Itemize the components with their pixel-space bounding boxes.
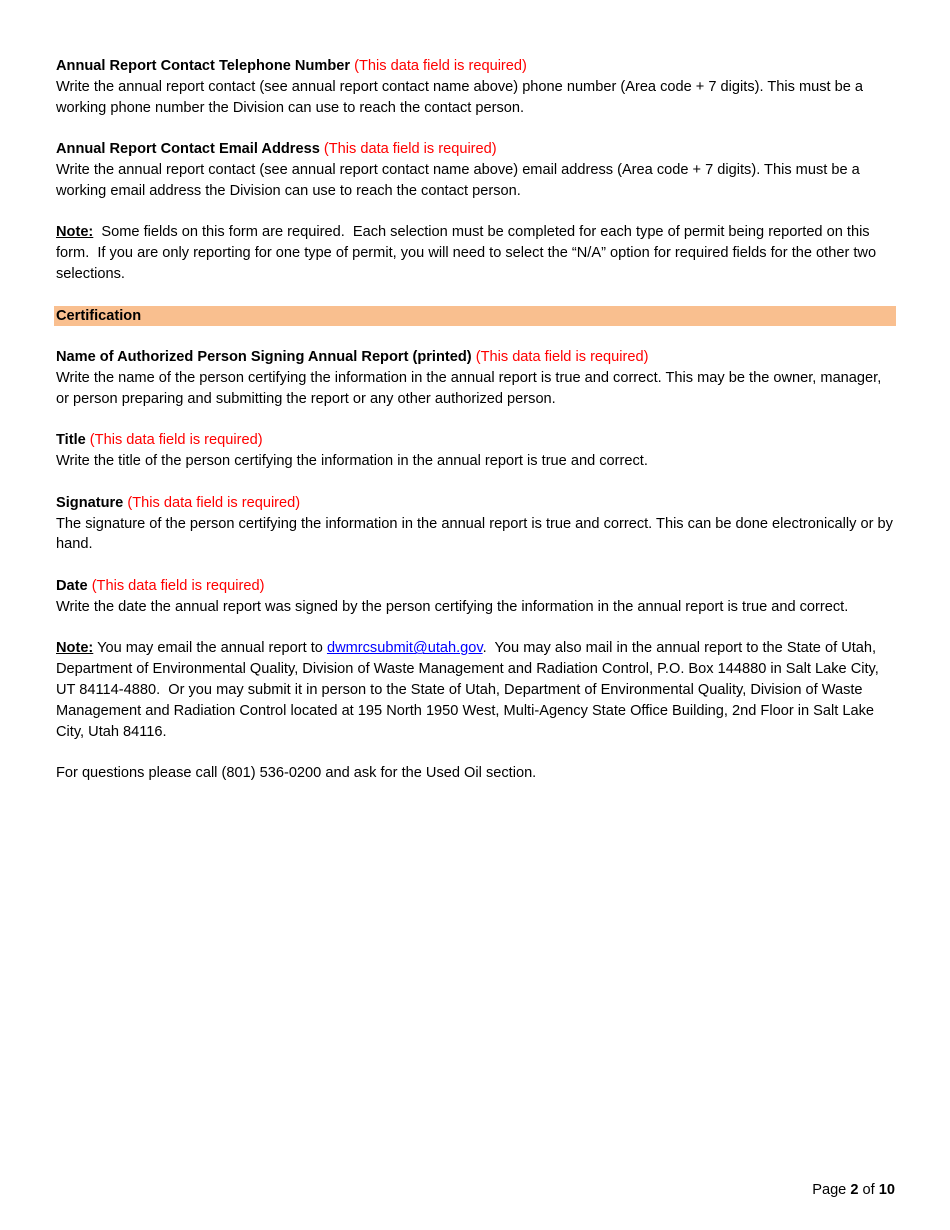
date-title: Date: [56, 577, 88, 594]
date-description: Write the date the annual report was signed by the person certifying the information in the annual report is true and correct.: [56, 598, 849, 615]
authorized-name-section: [56, 347, 896, 409]
certification-section-header: Certification: [54, 306, 896, 327]
note-label: Note:: [56, 640, 94, 657]
submit-email-link[interactable]: dwmrcsubmit@utah.gov: [326, 640, 483, 657]
required-marker: (This data field is required): [350, 58, 527, 74]
page-number: [812, 1180, 895, 1201]
title-section: [56, 430, 896, 472]
current-page: 2: [850, 1182, 859, 1198]
title-description: Write the title of the person certifying the information in the annual report is true and correct.: [56, 453, 648, 470]
required-marker: (This data field is required): [123, 494, 301, 511]
title-heading: [56, 430, 896, 451]
authorized-name-description: Write the name of the person certifying the information in the annual report is true and correct. This may be the owner, manager, or person preparing and submitting the report or any other authorized person.: [56, 369, 882, 407]
contact-email-title: Annual Report Contact Email Address: [56, 141, 320, 158]
contact-phone-title: Annual Report Contact Telephone Number: [56, 58, 351, 74]
contact-phone-section: [56, 56, 896, 118]
title-title: Title: [56, 432, 86, 449]
contact-phone-description: Write the annual report contact (see annual report contact name above) phone number (Area code + 7 digits). This must be a working phone number the Division can use to reach the contact person.: [56, 78, 864, 116]
date-section: [56, 576, 896, 618]
authorized-name-heading: [56, 347, 896, 368]
document-page: [56, 56, 896, 805]
required-marker: (This data field is required): [471, 349, 649, 366]
signature-description: The signature of the person certifying the information in the annual report is true and correct. This can be done electronically or by hand.: [56, 515, 893, 553]
signature-section: [56, 493, 896, 555]
of-label: of: [858, 1182, 879, 1198]
page-label: Page: [812, 1182, 851, 1198]
contact-email-heading: [56, 139, 896, 160]
contact-email-section: [56, 139, 896, 201]
note-text: Some fields on this form are required. Each selection must be completed for each type of permit being reported on this form. If you are only reporting for one type of permit, you will need to select the “N/A” option for required fields for the other two selections.: [56, 224, 881, 282]
date-heading: [56, 576, 896, 597]
note-text-after: . You may also mail in the annual report to the State of Utah, Department of Environmental Quality, Division of Waste Management and Radiation Control, P.O. Box 144880 in Salt Lake City, UT 84114-4880. Or you may submit it in person to the State of Utah, Department of Environmental Quality, Division of Waste Management and Radiation Control located at 195 North 1950 West, Multi-Agency State Office Building, 2nd Floor in Salt Lake City, Utah 84116.: [56, 640, 883, 740]
contact-phone-heading: [56, 56, 896, 77]
note-required-fields: [56, 222, 896, 284]
note-label: Note:: [56, 224, 94, 241]
contact-email-description: Write the annual report contact (see annual report contact name above) email address (Area code + 7 digits). This must be a working email address the Division can use to reach the contact person.: [56, 161, 860, 199]
required-marker: (This data field is required): [87, 577, 265, 594]
signature-title: Signature: [56, 494, 124, 511]
signature-heading: [56, 493, 896, 514]
note-submission: [56, 638, 896, 742]
total-pages: 10: [878, 1182, 895, 1198]
questions-text: For questions please call (801) 536-0200 and ask for the Used Oil section.: [56, 765, 537, 782]
required-marker: (This data field is required): [319, 141, 497, 158]
authorized-name-title: Name of Authorized Person Signing Annual Report (printed): [56, 349, 472, 366]
required-marker: (This data field is required): [85, 432, 263, 449]
note-text-before: You may email the annual report to: [93, 640, 327, 657]
